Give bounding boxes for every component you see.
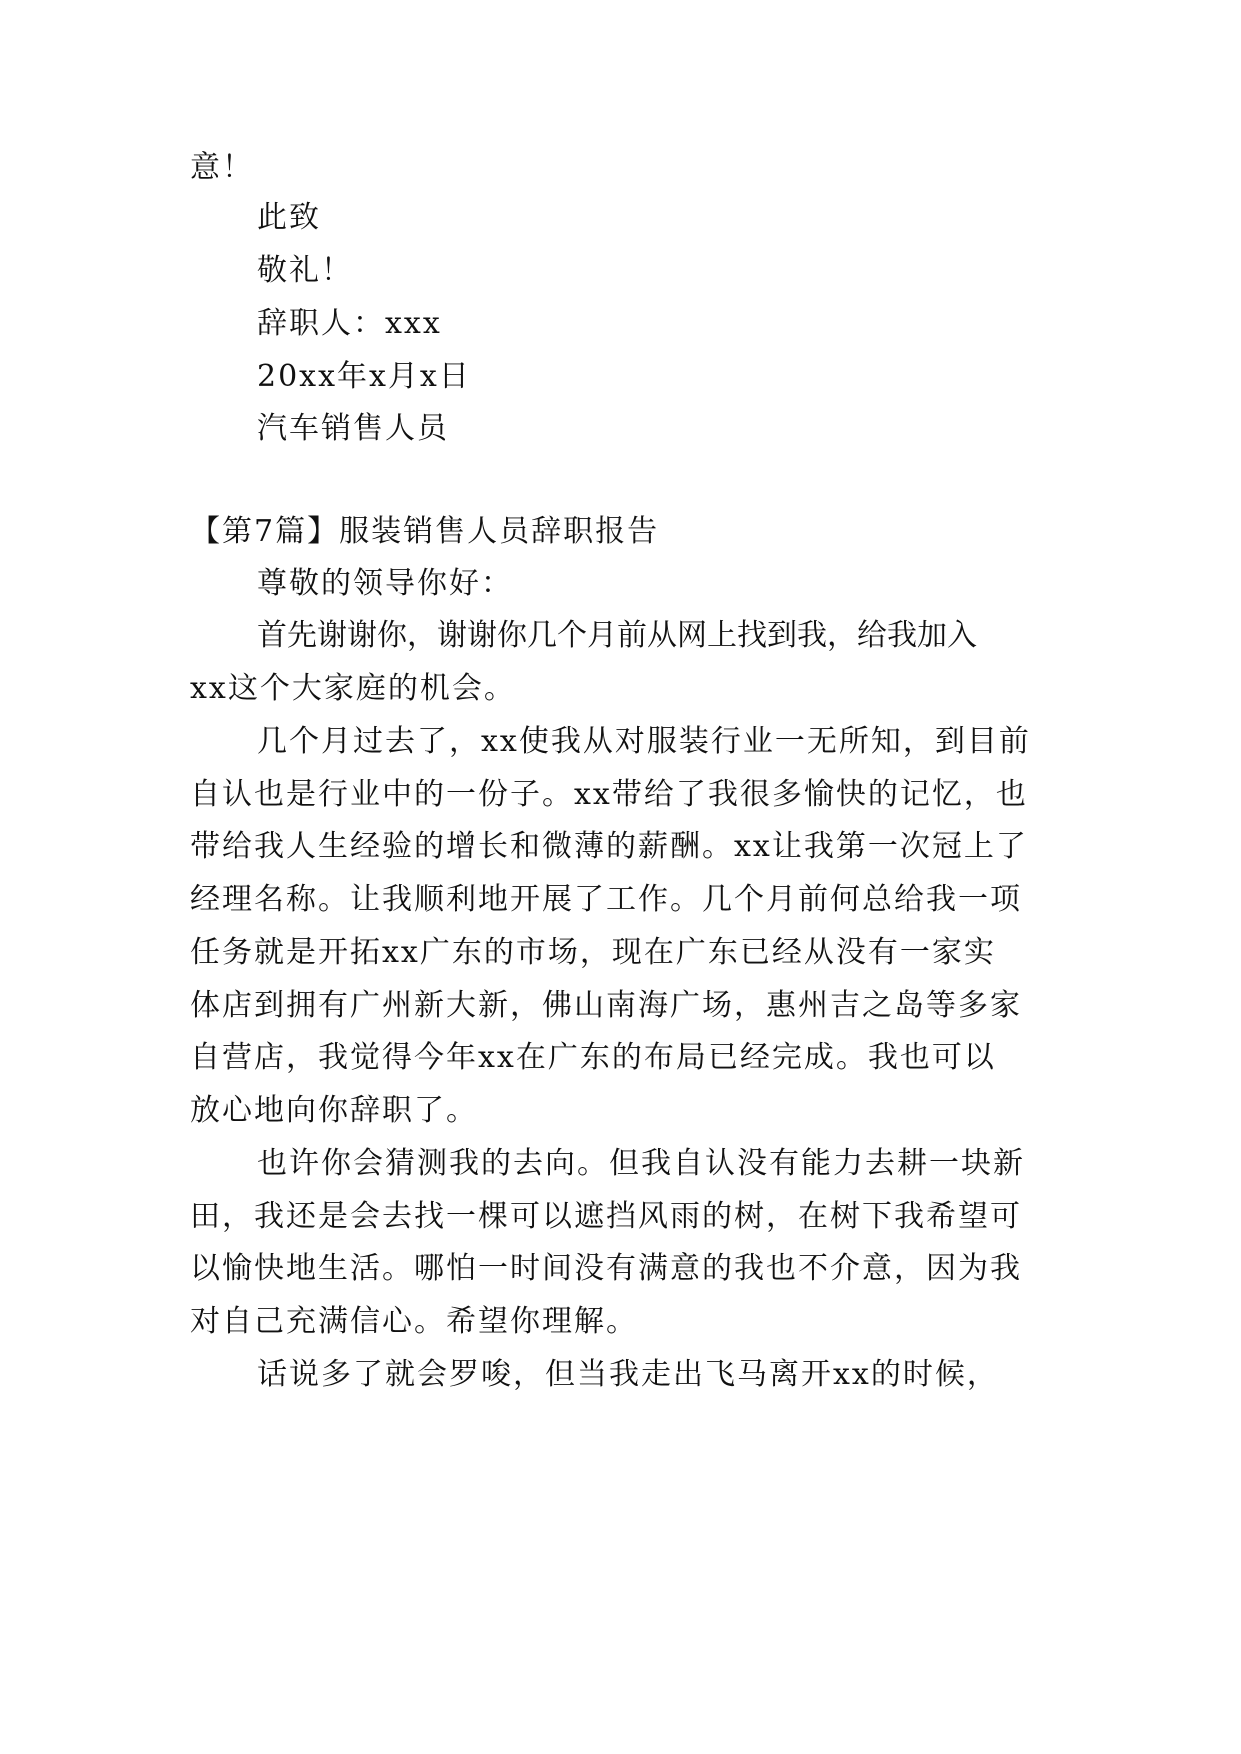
paragraph-line: 带给我人生经验的增长和微薄的薪酬。xx让我第一次冠上了 <box>190 829 1028 864</box>
paragraph-line: 几个月过去了，xx使我从对服装行业一无所知，到目前 <box>257 724 1031 759</box>
regards: 敬礼！ <box>257 253 353 288</box>
paragraph-line: 任务就是开拓xx广东的市场，现在广东已经从没有一家实 <box>190 935 996 970</box>
continuation-text: 意！ <box>190 150 254 185</box>
paragraph-line: 对自己充满信心。希望你理解。 <box>190 1304 638 1339</box>
paragraph-line <box>257 616 1050 656</box>
paragraph-line: 自营店，我觉得今年xx在广东的布局已经完成。我也可以 <box>190 1040 996 1075</box>
signer-title: 汽车销售人员 <box>257 411 449 446</box>
paragraph-line: 经理名称。让我顺利地开展了工作。几个月前何总给我一项 <box>190 882 1022 917</box>
greeting: 尊敬的领导你好： <box>257 566 513 601</box>
line-text: 首先谢谢你，谢谢你几个月前从网上找到我，给我加入 <box>257 618 977 653</box>
paragraph-line: 也许你会猜测我的去向。但我自认没有能力去耕一块新 <box>257 1146 1025 1181</box>
paragraph-line: 以愉快地生活。哪怕一时间没有满意的我也不介意，因为我 <box>190 1251 1022 1286</box>
paragraph-line: xx这个大家庭的机会。 <box>190 671 516 706</box>
article-heading: 【第7篇】服装销售人员辞职报告 <box>190 514 660 549</box>
salutation: 此致 <box>257 200 321 235</box>
signer: 辞职人：xxx <box>257 306 442 341</box>
paragraph-line: 放心地向你辞职了。 <box>190 1093 478 1128</box>
paragraph-line: 自认也是行业中的一份子。xx带给了我很多愉快的记忆，也 <box>190 777 1028 812</box>
paragraph-line: 体店到拥有广州新大新，佛山南海广场，惠州吉之岛等多家 <box>190 988 1022 1023</box>
paragraph-line: 田，我还是会去找一棵可以遮挡风雨的树，在树下我希望可 <box>190 1199 1022 1234</box>
paragraph-line: 话说多了就会罗唆，但当我走出飞马离开xx的时候， <box>257 1357 999 1392</box>
date: 20xx年x月x日 <box>257 359 471 394</box>
